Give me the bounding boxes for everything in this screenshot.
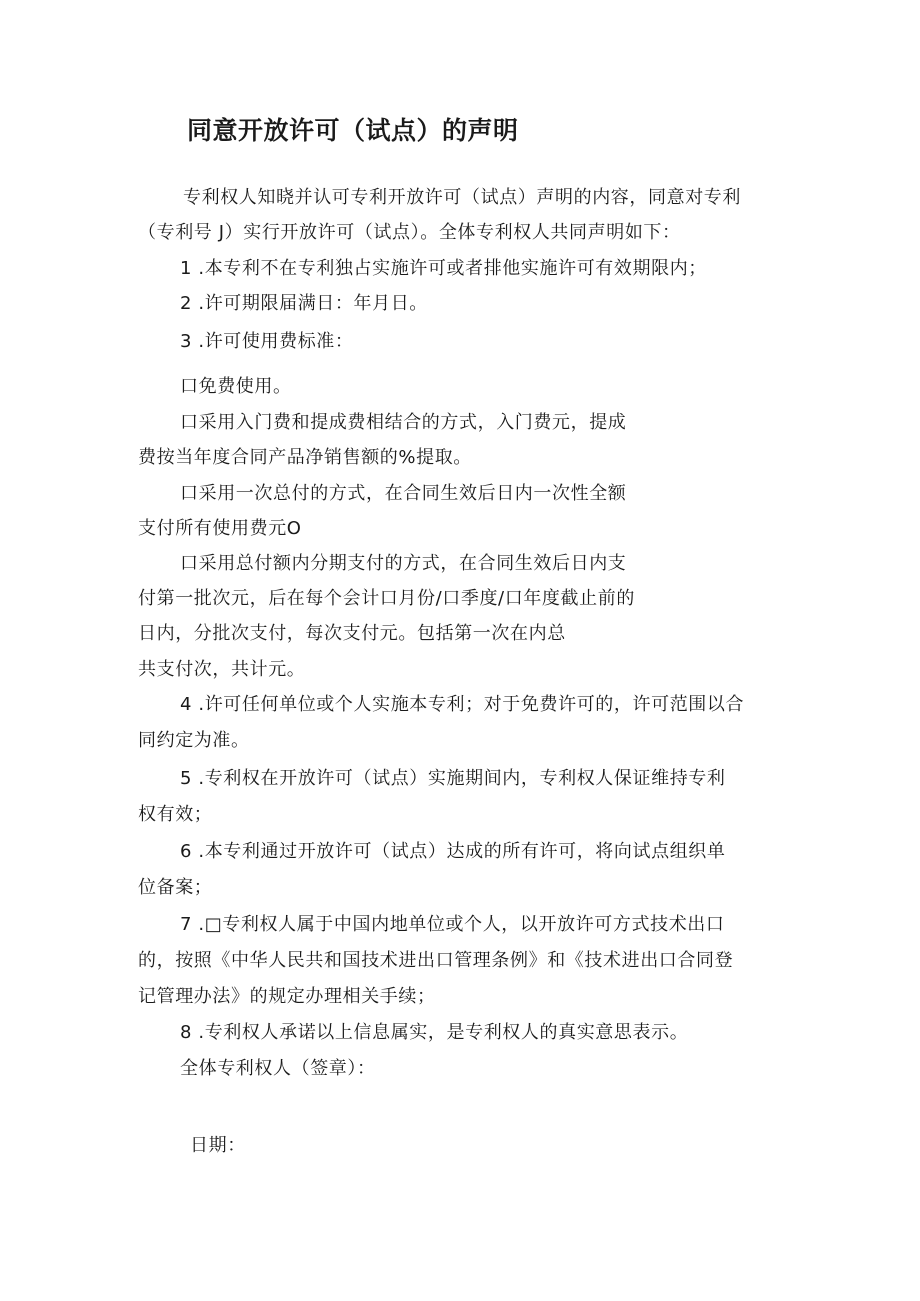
- document-title: 同意开放许可（试点）的声明: [187, 116, 519, 145]
- option-installment-line: 口采用总付额内分期支付的方式，在合同生效后日内支: [180, 553, 627, 574]
- clause-7-line: 的，按照《中华人民共和国技术进出口管理条例》和《技术进出口合同登: [138, 950, 734, 971]
- clause-3-line: 3 .许可使用费标准：: [180, 331, 354, 352]
- date-label: 日期：: [190, 1135, 246, 1156]
- option-installment-line: 日内，分批次支付，每次支付元。包括第一次在内总: [138, 623, 566, 644]
- option-lump-sum-line: 支付所有使用费元O: [138, 518, 302, 539]
- clause-7-line: 记管理办法》的规定办理相关手续；: [138, 986, 436, 1007]
- paragraph-line: 专利权人知晓并认可专利开放许可（试点）声明的内容，同意对专利: [183, 187, 741, 208]
- clause-5-line: 权有效；: [138, 804, 213, 825]
- clause-5-line: 5 .专利权在开放许可（试点）实施期间内，专利权人保证维持专利: [180, 768, 726, 789]
- clause-4-line: 4 .许可任何单位或个人实施本专利；对于免费许可的，许可范围以合: [180, 694, 745, 715]
- option-entry-fee-line: 费按当年度合同产品净销售额的%提取。: [138, 447, 472, 468]
- clause-1-line: 1 .本专利不在专利独占实施许可或者排他实施许可有效期限内；: [180, 258, 707, 279]
- option-installment-line: 付第一批次元，后在每个会计口月份/口季度/口年度截止前的: [138, 588, 635, 609]
- option-free-line: 口免费使用。: [180, 376, 292, 397]
- option-lump-sum-line: 口采用一次总付的方式，在合同生效后日内一次性全额: [180, 483, 627, 504]
- clause-7-line: 7 .□专利权人属于中国内地单位或个人，以开放许可方式技术出口: [180, 914, 725, 935]
- signature-label: 全体专利权人（签章）：: [180, 1058, 376, 1079]
- clause-2-line: 2 .许可期限届满日：年月日。: [180, 293, 428, 314]
- clause-8-line: 8 .专利权人承诺以上信息属实，是专利权人的真实意思表示。: [180, 1022, 689, 1043]
- option-installment-line: 共支付次，共计元。: [138, 659, 306, 680]
- paragraph-line: （专利号 J）实行开放许可（试点）。全体专利权人共同声明如下：: [138, 222, 681, 243]
- clause-6-line: 6 .本专利通过开放许可（试点）达成的所有许可，将向试点组织单: [180, 841, 726, 862]
- clause-4-line: 同约定为准。: [138, 730, 250, 751]
- option-entry-fee-line: 口采用入门费和提成费相结合的方式，入门费元，提成: [180, 412, 627, 433]
- clause-6-line: 位备案；: [138, 877, 213, 898]
